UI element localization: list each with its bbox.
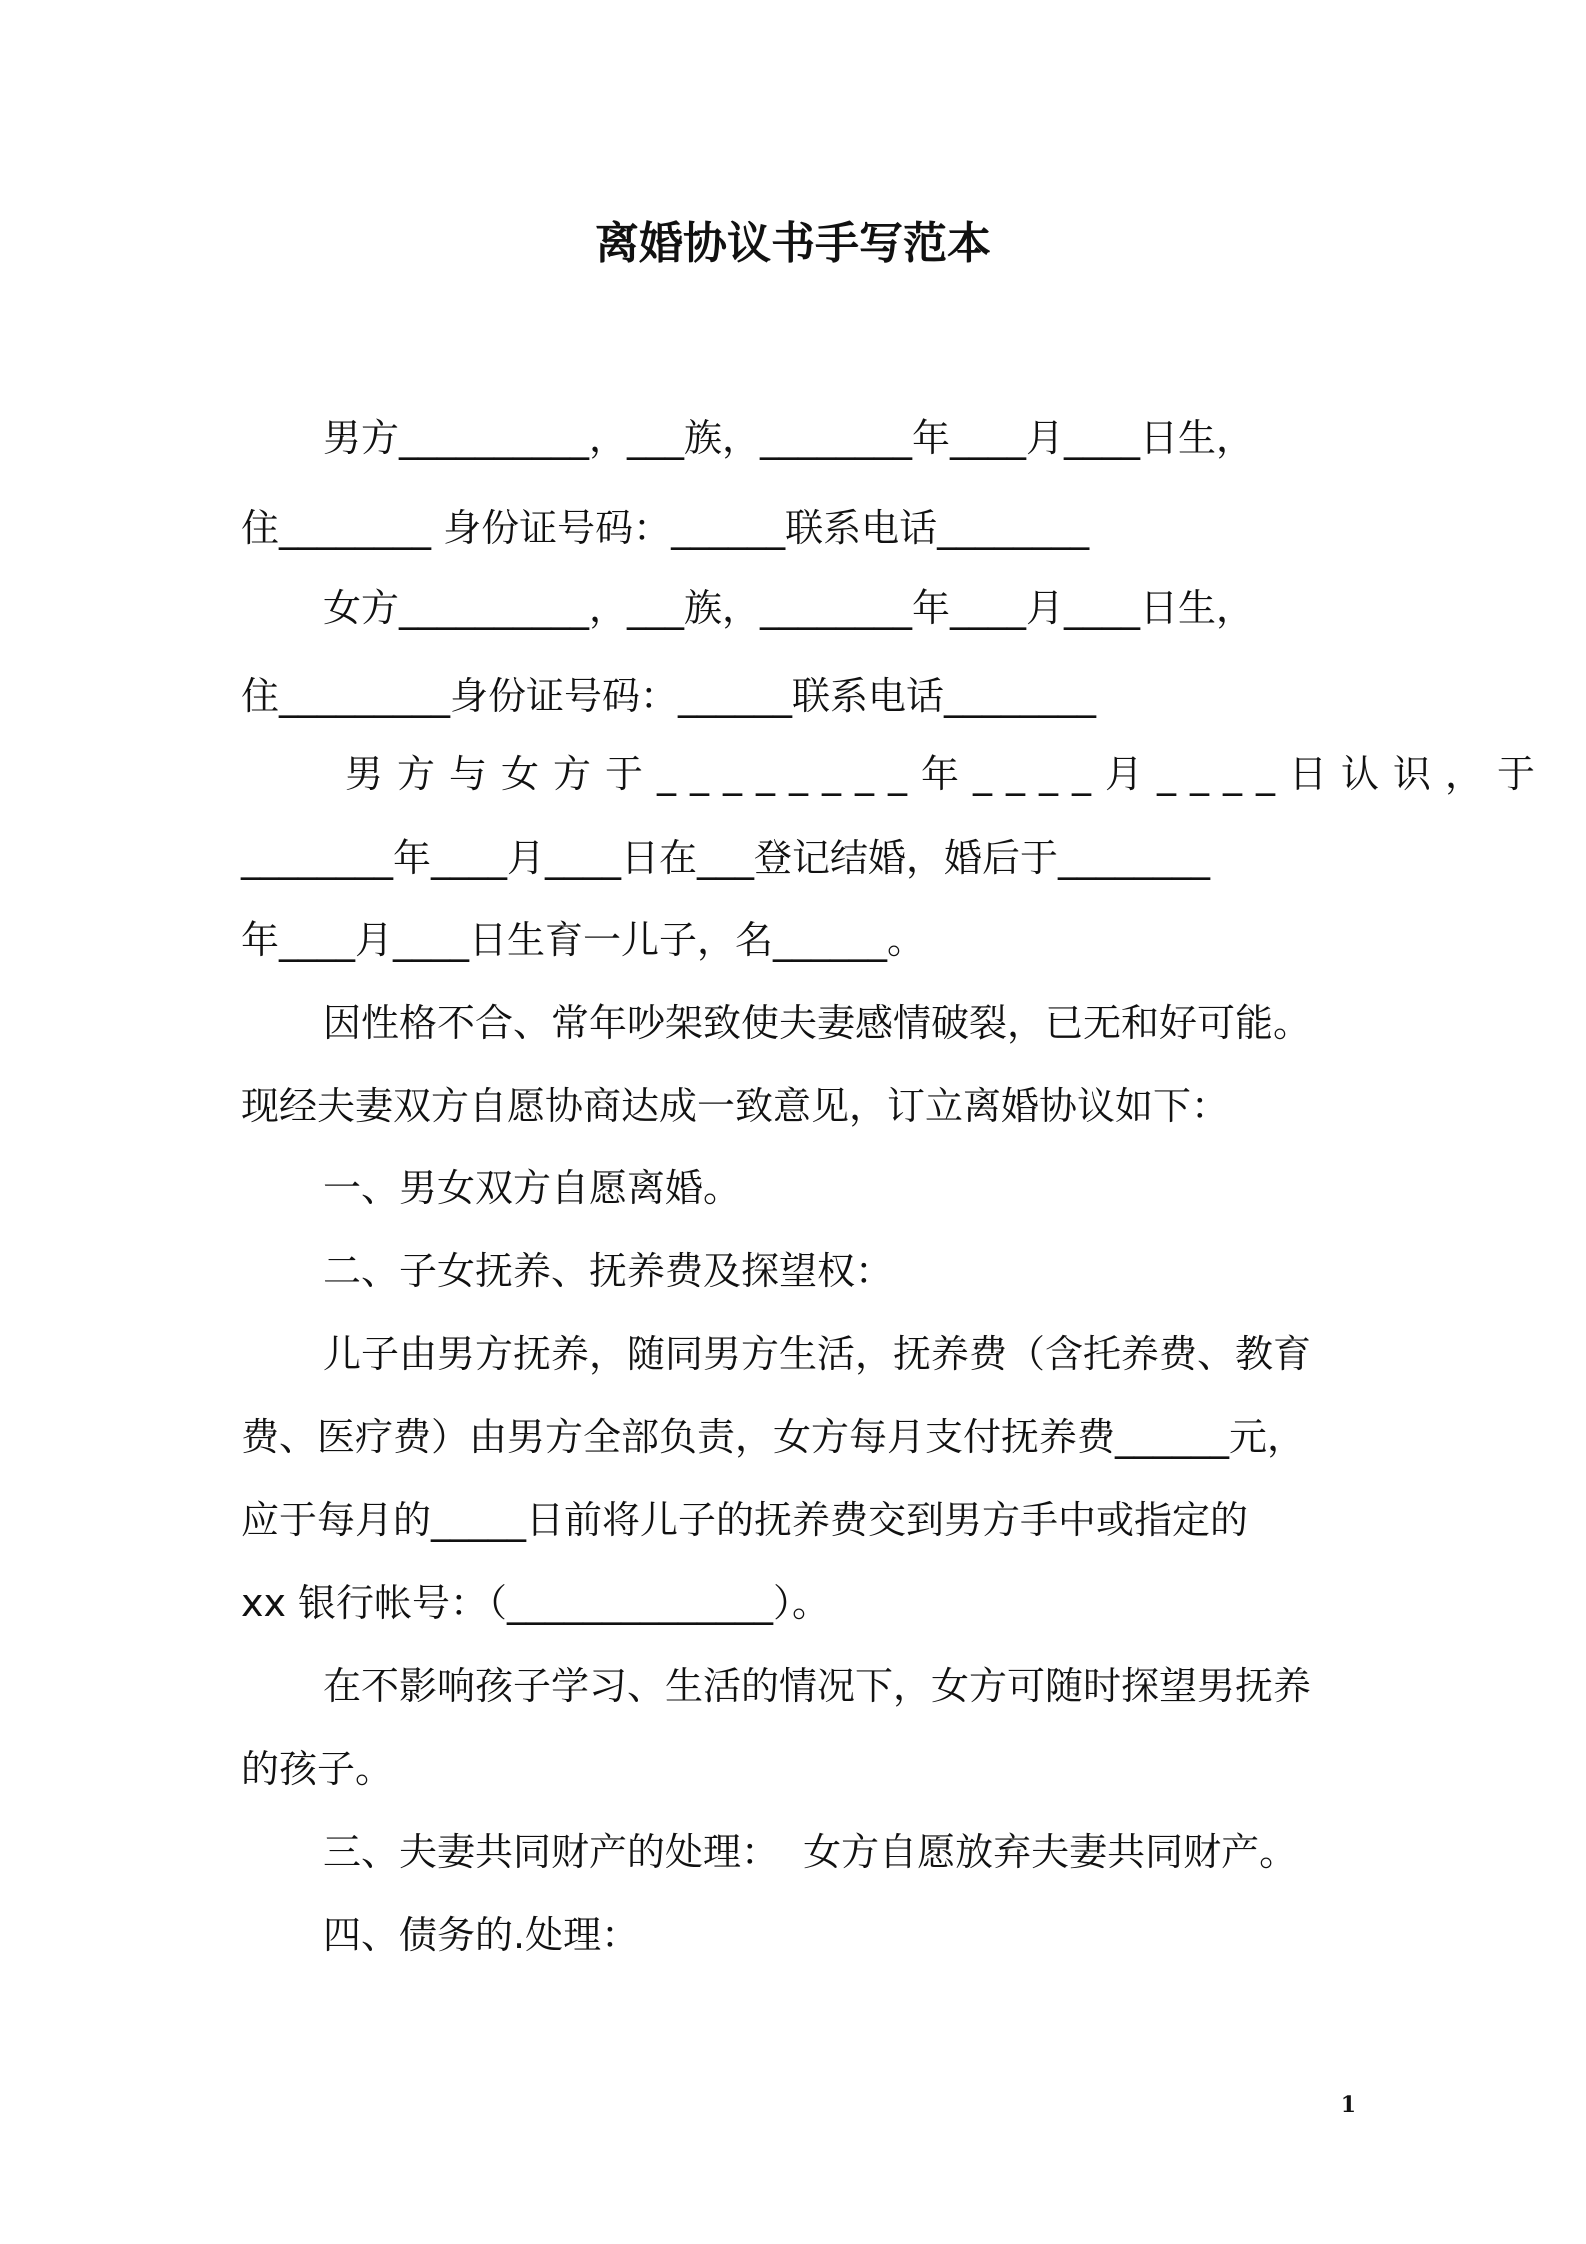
bank-account-line: xx 银行帐号：（______________）。 bbox=[241, 1581, 831, 1625]
clause-four-heading: 四、债务的.处理： bbox=[323, 1913, 640, 1957]
clause-three: 三、夫妻共同财产的处理： 女方自愿放弃夫妻共同财产。 bbox=[323, 1830, 1298, 1874]
clause-two-heading: 二、子女抚养、抚养费及探望权： bbox=[323, 1249, 894, 1293]
female-party-line: 女方__________，___族，________年____月____日生， bbox=[323, 586, 1255, 630]
custody-line-1: 儿子由男方抚养，随同男方生活，抚养费（含托养费、教育 bbox=[323, 1332, 1312, 1376]
document-title: 离婚协议书手写范本 bbox=[595, 218, 991, 269]
male-address-line: 住________ 身份证号码：______联系电话________ bbox=[241, 506, 1090, 550]
clause-one: 一、男女双方自愿离婚。 bbox=[323, 1166, 742, 1210]
marriage-registration-line: ________年____月____日在___登记结婚，婚后于________ bbox=[241, 836, 1211, 880]
male-party-line: 男方__________，___族，________年____月____日生， bbox=[323, 416, 1255, 460]
female-address-line: 住_________身份证号码：______联系电话________ bbox=[241, 674, 1097, 718]
reason-line: 因性格不合、常年吵架致使夫妻感情破裂，已无和好可能。 bbox=[323, 1001, 1312, 1045]
custody-line-3: 应于每月的_____日前将儿子的抚养费交到男方手中或指定的 bbox=[241, 1498, 1249, 1542]
agreement-intro-line: 现经夫妻双方自愿协商达成一致意见，订立离婚协议如下： bbox=[241, 1084, 1230, 1128]
page-number: 1 bbox=[1340, 2092, 1356, 2118]
child-birth-line: 年____月____日生育一儿子，名______。 bbox=[241, 918, 926, 962]
acquaintance-line: 男方与女方于________年____月____日认识，于 bbox=[345, 752, 1550, 796]
custody-line-2: 费、医疗费）由男方全部负责，女方每月支付抚养费______元， bbox=[241, 1415, 1306, 1459]
visitation-line-2: 的孩子。 bbox=[241, 1747, 394, 1791]
visitation-line-1: 在不影响孩子学习、生活的情况下，女方可随时探望男抚养 bbox=[323, 1664, 1312, 1708]
